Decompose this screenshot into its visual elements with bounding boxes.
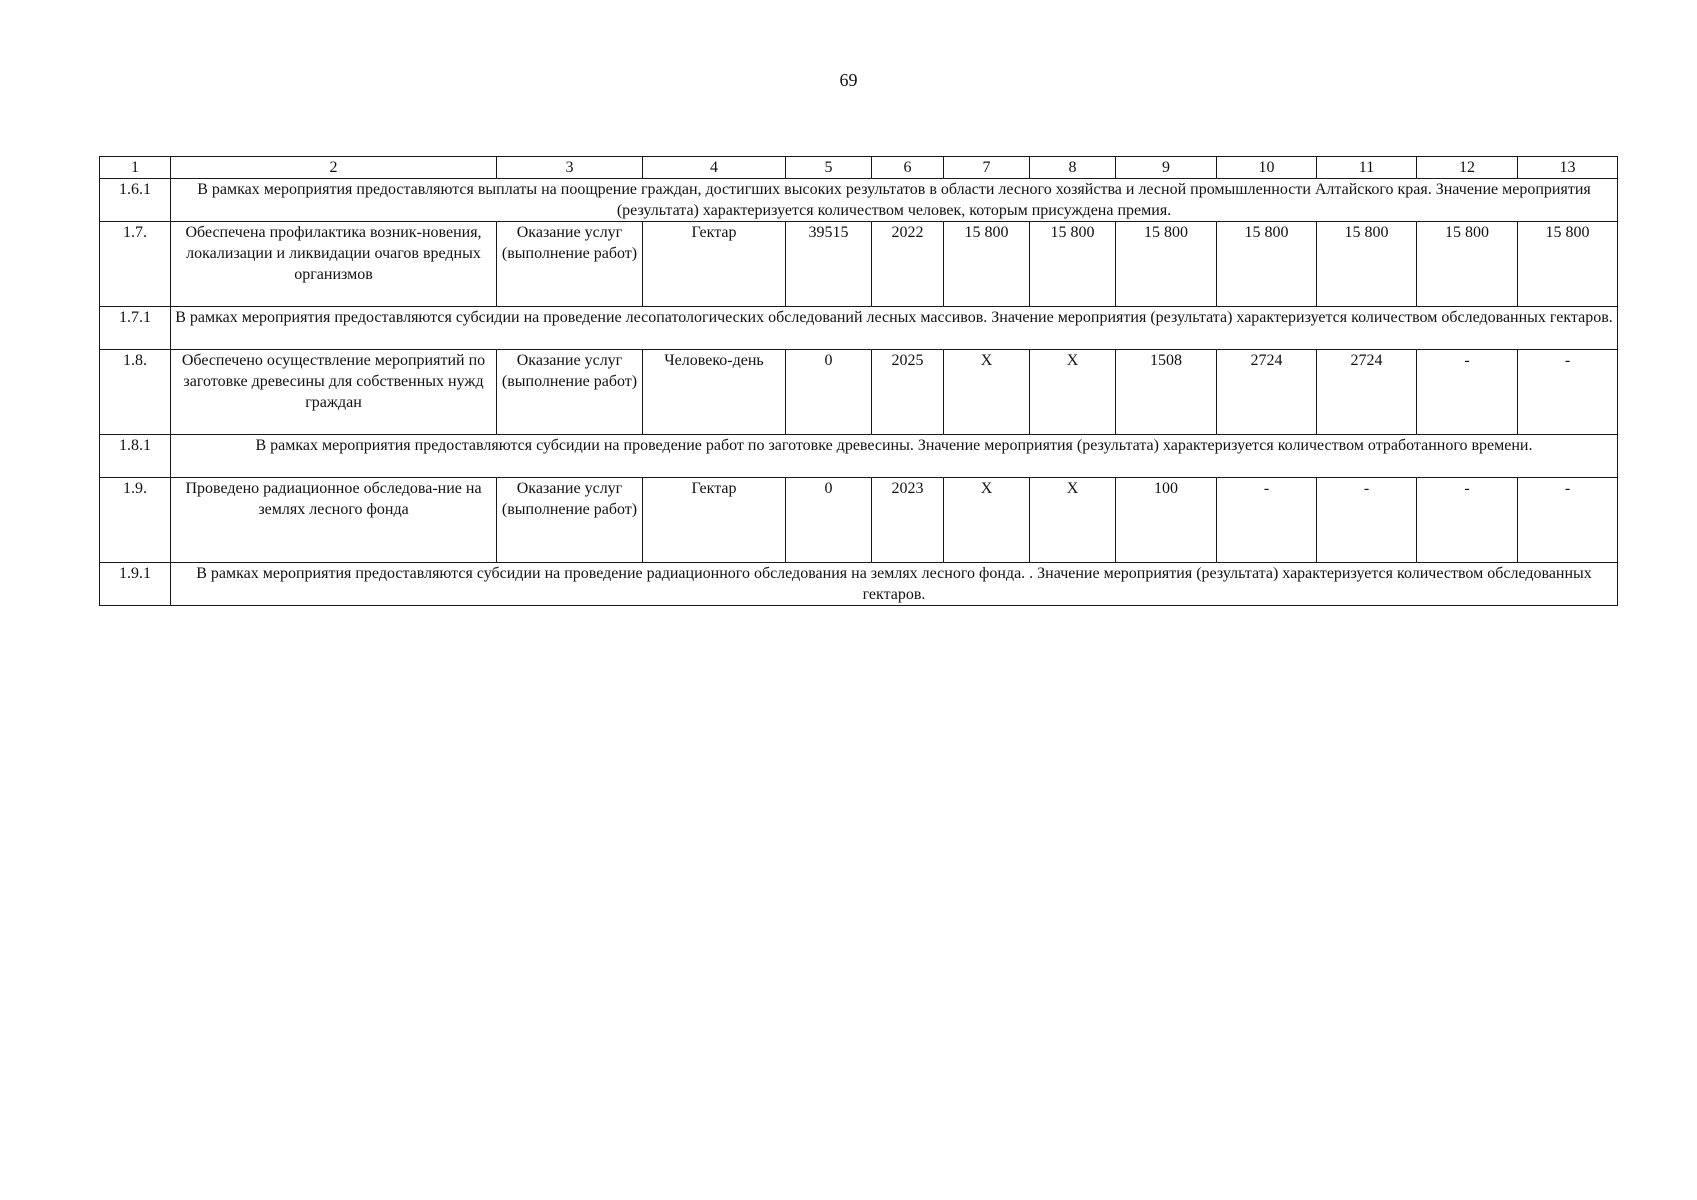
item-value: - [1317,478,1417,563]
note-row [100,179,1618,222]
page-number: 69 [839,70,858,90]
item-value: 1508 [1116,350,1217,435]
item-value: - [1518,478,1618,563]
column-number: 3 [497,157,643,179]
item-value: - [1417,478,1518,563]
row-number: 1.9. [100,478,171,563]
note-text: В рамках мероприятия предоставляются выплаты на поощрение граждан, достигших высоких результатов в области лесного хозяйства и лесной промышленности Алтайского края. Значение мероприятия (результата) характеризуется количеством человек, которым присуждена премия. [171,179,1618,222]
column-number: 7 [944,157,1030,179]
item-value: Х [1030,478,1116,563]
column-number: 5 [786,157,872,179]
column-number: 8 [1030,157,1116,179]
item-value: Х [944,350,1030,435]
item-unit: Гектар [643,222,786,307]
item-value: 0 [786,478,872,563]
row-number: 1.8.1 [100,435,171,478]
note-text: В рамках мероприятия предоставляются субсидии на проведение радиационного обследования на землях лесного фонда. . Значение мероприятия (результата) характеризуется количеством обследованных гектаров. [171,563,1618,606]
item-value: 2724 [1217,350,1317,435]
item-row [100,222,1618,307]
item-value: 100 [1116,478,1217,563]
note-text: В рамках мероприятия предоставляются субсидии на проведение лесопатологических обследований лесных массивов. Значение мероприятия (результата) характеризуется количеством обследованных гектаров. [171,307,1618,350]
item-value: 2025 [872,350,944,435]
item-value: 15 800 [944,222,1030,307]
column-number: 4 [643,157,786,179]
item-value: - [1518,350,1618,435]
note-row [100,563,1618,606]
row-number: 1.7.1 [100,307,171,350]
item-value: - [1417,350,1518,435]
item-value: Х [1030,350,1116,435]
row-number: 1.6.1 [100,179,171,222]
column-number: 10 [1217,157,1317,179]
item-value: 2023 [872,478,944,563]
item-unit: Человеко-день [643,350,786,435]
results-table [99,156,1618,606]
item-value: 15 800 [1116,222,1217,307]
item-value: - [1217,478,1317,563]
item-name: Обеспечено осуществление мероприятий по заготовке древесины для собственных нужд граждан [171,350,497,435]
item-name: Проведено радиационное обследова-ние на землях лесного фонда [171,478,497,563]
item-value: 39515 [786,222,872,307]
item-value: 15 800 [1217,222,1317,307]
note-row [100,435,1618,478]
item-value: 2724 [1317,350,1417,435]
item-value: 15 800 [1317,222,1417,307]
column-number: 6 [872,157,944,179]
column-number: 9 [1116,157,1217,179]
item-row [100,350,1618,435]
item-value: 15 800 [1030,222,1116,307]
column-number: 12 [1417,157,1518,179]
column-number: 2 [171,157,497,179]
item-name: Обеспечена профилактика возник-новения, локализации и ликвидации очагов вредных организмов [171,222,497,307]
item-type: Оказание услуг (выполнение работ) [497,478,643,563]
row-number: 1.7. [100,222,171,307]
column-number: 11 [1317,157,1417,179]
item-value: 15 800 [1417,222,1518,307]
item-value: Х [944,478,1030,563]
note-text: В рамках мероприятия предоставляются субсидии на проведение работ по заготовке древесины. Значение мероприятия (результата) характеризуется количеством отработанного времени. [171,435,1618,478]
column-number: 1 [100,157,171,179]
item-type: Оказание услуг (выполнение работ) [497,350,643,435]
item-type: Оказание услуг (выполнение работ) [497,222,643,307]
column-number-row [100,157,1618,179]
row-number: 1.8. [100,350,171,435]
item-row [100,478,1618,563]
row-number: 1.9.1 [100,563,171,606]
column-number: 13 [1518,157,1618,179]
item-unit: Гектар [643,478,786,563]
note-row [100,307,1618,350]
item-value: 0 [786,350,872,435]
item-value: 2022 [872,222,944,307]
item-value: 15 800 [1518,222,1618,307]
